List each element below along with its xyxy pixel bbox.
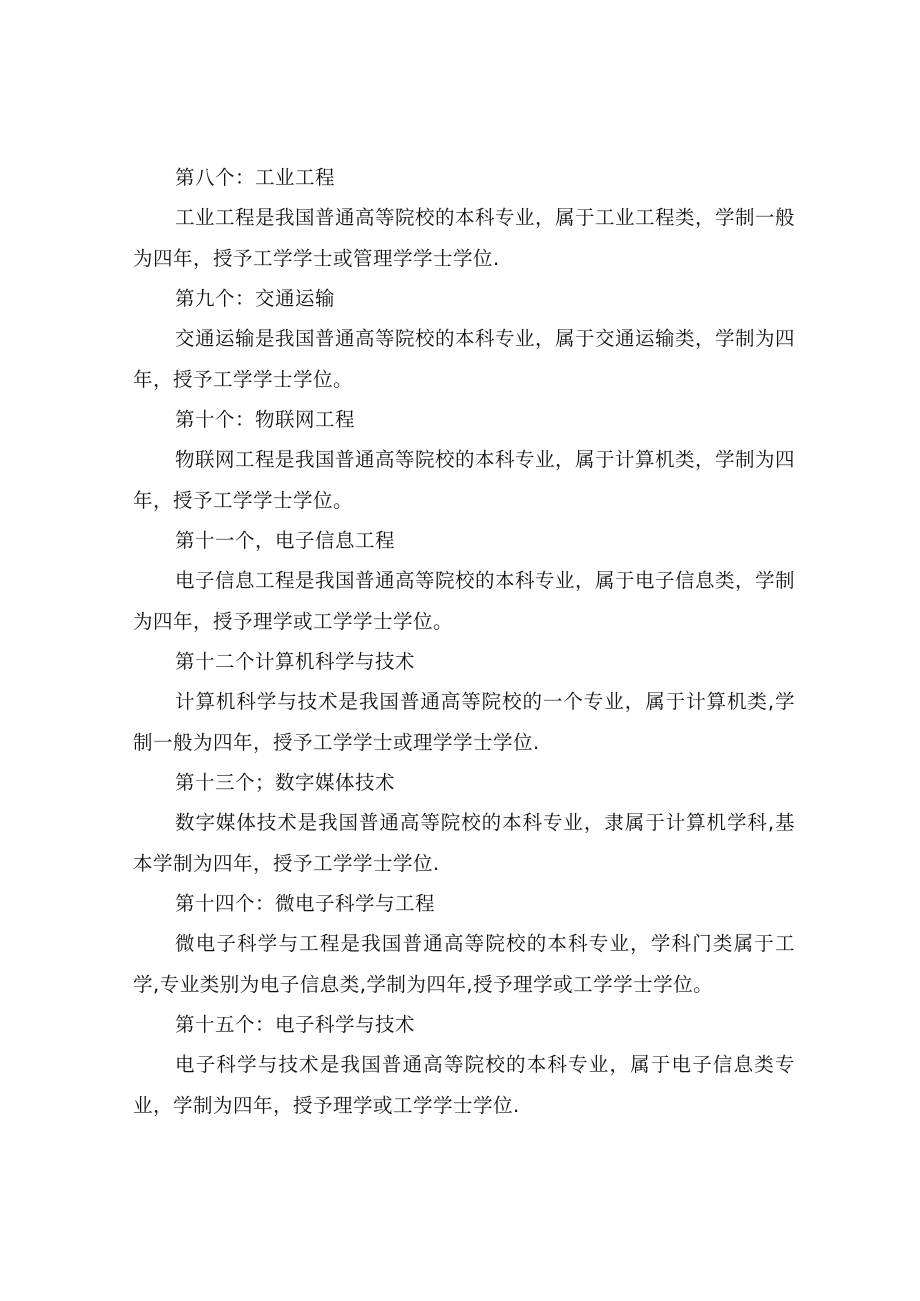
section-paragraph: 计算机科学与技术是我国普通高等院校的一个专业，属于计算机类,学制一般为四年，授予工学学士或理学学士学位. <box>133 690 795 754</box>
section-electronic-science <box>133 1005 795 1126</box>
section-heading: 第十四个：微电子科学与工程 <box>175 892 436 915</box>
section-paragraph: 微电子科学与工程是我国普通高等院校的本科专业，学科门类属于工学,专业类别为电子信息类,学制为四年,授予理学或工学学士学位。 <box>133 932 795 996</box>
section-paragraph: 电子信息工程是我国普通高等院校的本科专业，属于电子信息类，学制为四年，授予理学或工学学士学位。 <box>133 569 796 633</box>
section-heading: 第十三个；数字媒体技术 <box>175 771 396 794</box>
section-paragraph: 物联网工程是我国普通高等院校的本科专业，属于计算机类，学制为四年，授予工学学士学位。 <box>133 448 796 512</box>
section-paragraph: 交通运输是我国普通高等院校的本科专业，属于交通运输类，学制为四年，授予工学学士学位。 <box>133 327 796 391</box>
section-industrial-engineering <box>133 158 795 279</box>
section-heading: 第十一个，电子信息工程 <box>175 529 396 552</box>
section-heading: 第十五个：电子科学与技术 <box>175 1013 416 1036</box>
section-heading: 第八个：工业工程 <box>175 166 336 189</box>
section-iot-engineering <box>133 400 795 521</box>
section-computer-science <box>133 642 795 763</box>
section-paragraph: 电子科学与技术是我国普通高等院校的本科专业，属于电子信息类专业，学制为四年，授予理学或工学学士学位. <box>133 1053 795 1117</box>
section-paragraph: 数字媒体技术是我国普通高等院校的本科专业，隶属于计算机学科,基本学制为四年，授予工学学士学位. <box>133 811 795 875</box>
section-microelectronics <box>133 884 795 1005</box>
section-transportation <box>133 279 795 400</box>
section-heading: 第九个：交通运输 <box>175 287 336 310</box>
section-heading: 第十二个计算机科学与技术 <box>175 650 416 673</box>
section-digital-media-technology <box>133 763 795 884</box>
section-heading: 第十个：物联网工程 <box>175 408 356 431</box>
section-electronic-information-engineering <box>133 521 795 642</box>
section-paragraph: 工业工程是我国普通高等院校的本科专业，属于工业工程类，学制一般为四年，授予工学学士或管理学学士学位. <box>133 206 796 270</box>
document-body <box>133 158 795 1126</box>
